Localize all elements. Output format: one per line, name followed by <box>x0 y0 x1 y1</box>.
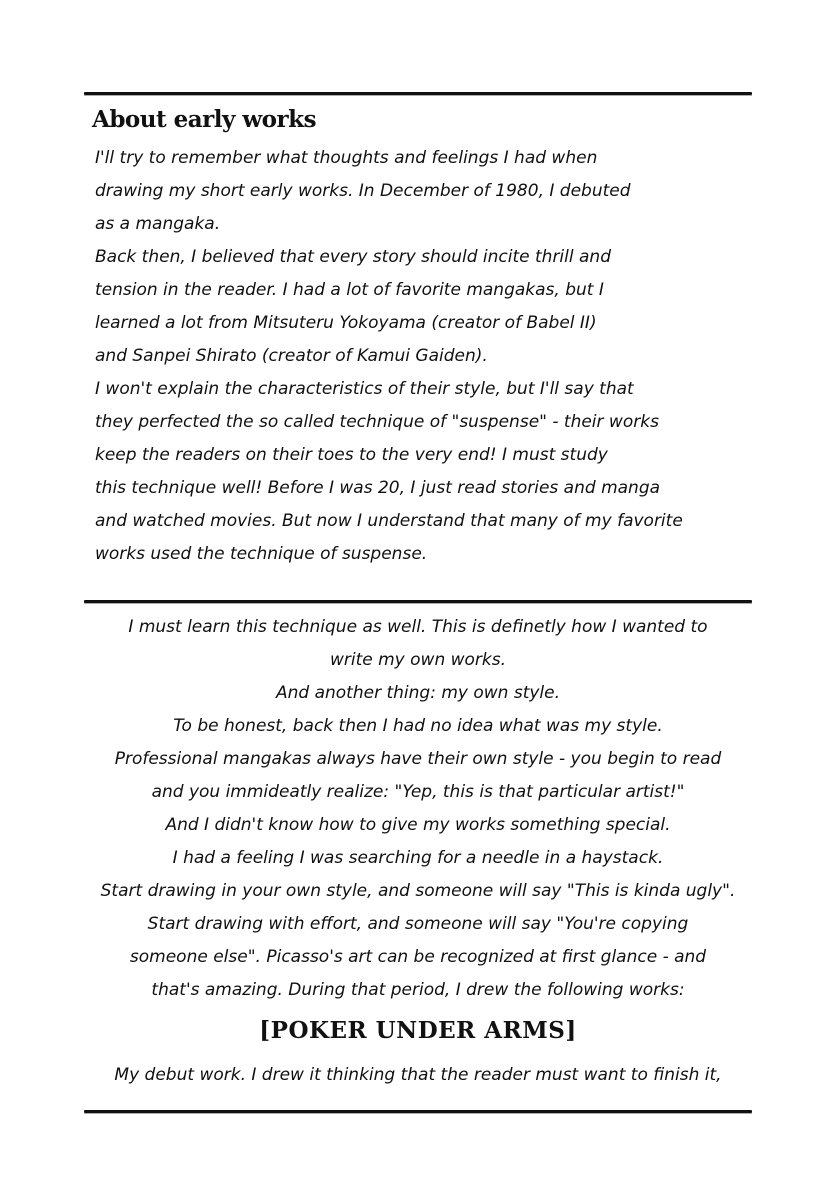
continuation-line: To be honest, back then I had no idea what was my style. <box>173 716 663 736</box>
body-line: learned a lot from Mitsuteru Yokoyama (creator of Babel II) <box>95 313 597 333</box>
section-heading: About early works <box>92 106 317 133</box>
continuation-line: Start drawing in your own style, and someone will say "This is kinda ugly". <box>100 881 736 901</box>
continuation-line: write my own works. <box>329 650 507 670</box>
continuation-body <box>40 611 796 1007</box>
continuation-line: and you immideatly realize: "Yep, this is that particular artist!" <box>151 782 685 802</box>
body-line: tension in the reader. I had a lot of favorite mangakas, but I <box>95 280 604 300</box>
continuation-line: And I didn't know how to give my works something special. <box>165 815 671 835</box>
body-line: they perfected the so called technique of "suspense" - their works <box>95 412 659 432</box>
continuation-line: I had a feeling I was searching for a needle in a haystack. <box>172 848 664 868</box>
work-intro: My debut work. I drew it thinking that the reader must want to finish it, <box>114 1065 722 1085</box>
body-line: works used the technique of suspense. <box>95 544 428 564</box>
body-line: Back then, I believed that every story should incite thrill and <box>95 247 611 267</box>
work-title: [POKER UNDER ARMS] <box>259 1017 577 1044</box>
continuation-line: Start drawing with effort, and someone will say "You're copying <box>147 914 689 934</box>
bottom-divider <box>84 1110 752 1113</box>
continuation-line: that's amazing. During that period, I drew the following works: <box>151 980 685 1000</box>
body-line: drawing my short early works. In December of 1980, I debuted <box>95 181 631 201</box>
continuation-line: someone else". Picasso's art can be recognized at first glance - and <box>129 947 707 967</box>
continuation-line: And another thing: my own style. <box>275 683 561 703</box>
body-line: this technique well! Before I was 20, I just read stories and manga <box>95 478 661 498</box>
body-line: as a mangaka. <box>95 214 221 234</box>
body-line: I won't explain the characteristics of their style, but I'll say that <box>95 379 634 399</box>
body-line: and watched movies. But now I understand that many of my favorite <box>95 511 683 531</box>
body-line: I'll try to remember what thoughts and feelings I had when <box>95 148 598 168</box>
body-line: keep the readers on their toes to the very end! I must study <box>95 445 608 465</box>
middle-divider <box>84 600 752 603</box>
top-divider <box>84 92 752 95</box>
continuation-line: I must learn this technique as well. This is definetly how I wanted to <box>128 617 708 637</box>
continuation-line: Professional mangakas always have their own style - you begin to read <box>114 749 722 769</box>
body-line: and Sanpei Shirato (creator of Kamui Gaiden). <box>95 346 488 366</box>
section-body <box>95 142 795 571</box>
